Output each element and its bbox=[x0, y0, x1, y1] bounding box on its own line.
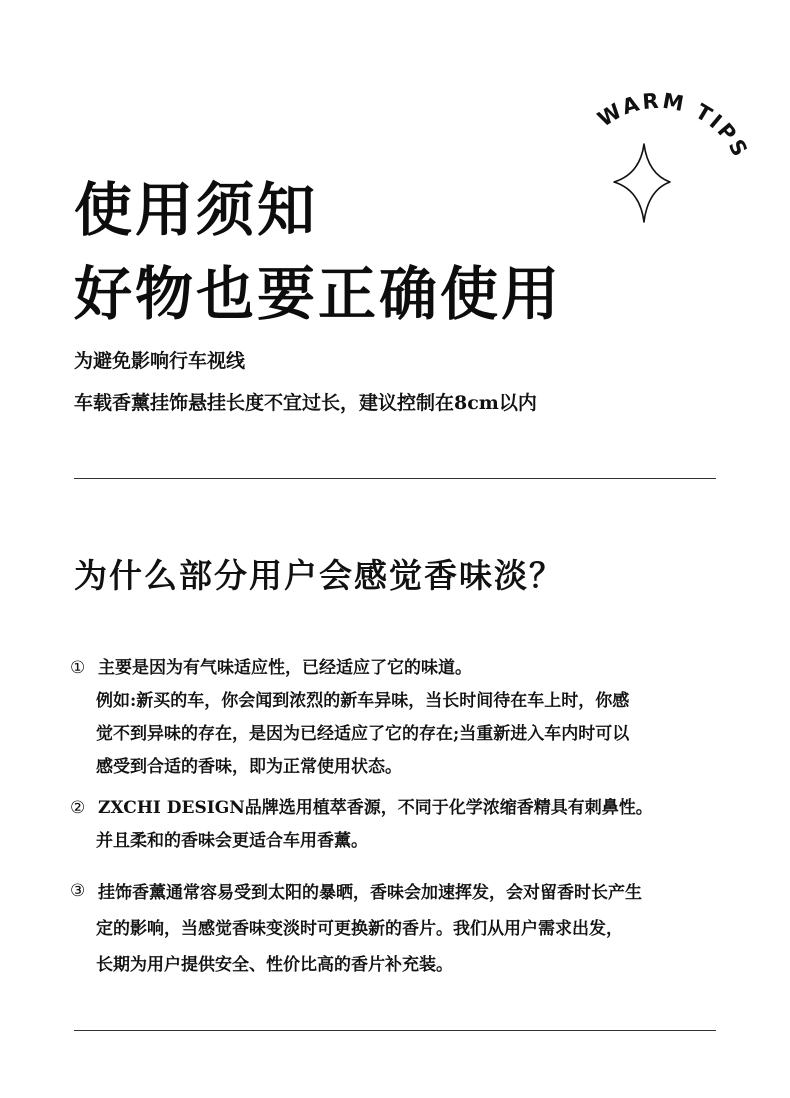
warm-tips-badge bbox=[592, 70, 762, 240]
title-line-1: 使用须知 bbox=[74, 176, 319, 244]
divider-top bbox=[74, 478, 716, 479]
title-line-2: 好物也要正确使用 bbox=[74, 260, 563, 328]
item-line: 主要是因为有气味适应性，已经适应了它的味道。 bbox=[98, 658, 472, 678]
list-item bbox=[70, 792, 653, 858]
intro-line-1: 为避免影响行车视线 bbox=[74, 350, 246, 372]
item-line: 挂饰香薰通常容易受到太阳的暴晒，香味会加速挥发，会对留香时长产生 bbox=[98, 883, 642, 903]
page-title bbox=[74, 168, 562, 336]
item-line: 长期为用户提供安全、性价比高的香片补充装。 bbox=[96, 955, 453, 975]
item-line: 并且柔和的香味会更适合车用香薰。 bbox=[96, 831, 368, 851]
item-line: ZXCHI DESIGN品牌选用植萃香源，不同于化学浓缩香精具有刺鼻性。 bbox=[98, 798, 653, 818]
item-marker: ① bbox=[70, 658, 86, 678]
four-point-star-icon bbox=[614, 144, 670, 222]
item-line: 感受到合适的香味，即为正常使用状态。 bbox=[96, 757, 402, 777]
item-marker: ② bbox=[70, 798, 86, 818]
divider-bottom bbox=[74, 1030, 716, 1031]
item-marker: ③ bbox=[70, 881, 86, 901]
intro-text bbox=[74, 340, 537, 424]
list-item bbox=[70, 875, 642, 983]
item-line: 觉不到异味的存在，是因为已经适应了它的存在;当重新进入车内时可以 bbox=[96, 724, 630, 744]
section-question: 为什么部分用户会感觉香味淡？ bbox=[74, 556, 564, 595]
item-line: 例如:新买的车，你会闻到浓烈的新车异味，当长时间待在车上时，你感 bbox=[96, 691, 630, 711]
intro-line-2: 车载香薰挂饰悬挂长度不宜过长，建议控制在8cm以内 bbox=[74, 392, 537, 414]
list-item bbox=[70, 652, 629, 784]
item-line: 定的影响，当感觉香味变淡时可更换新的香片。我们从用户需求出发， bbox=[96, 919, 623, 939]
warm-tips-text: WARM TIPS bbox=[593, 88, 754, 163]
